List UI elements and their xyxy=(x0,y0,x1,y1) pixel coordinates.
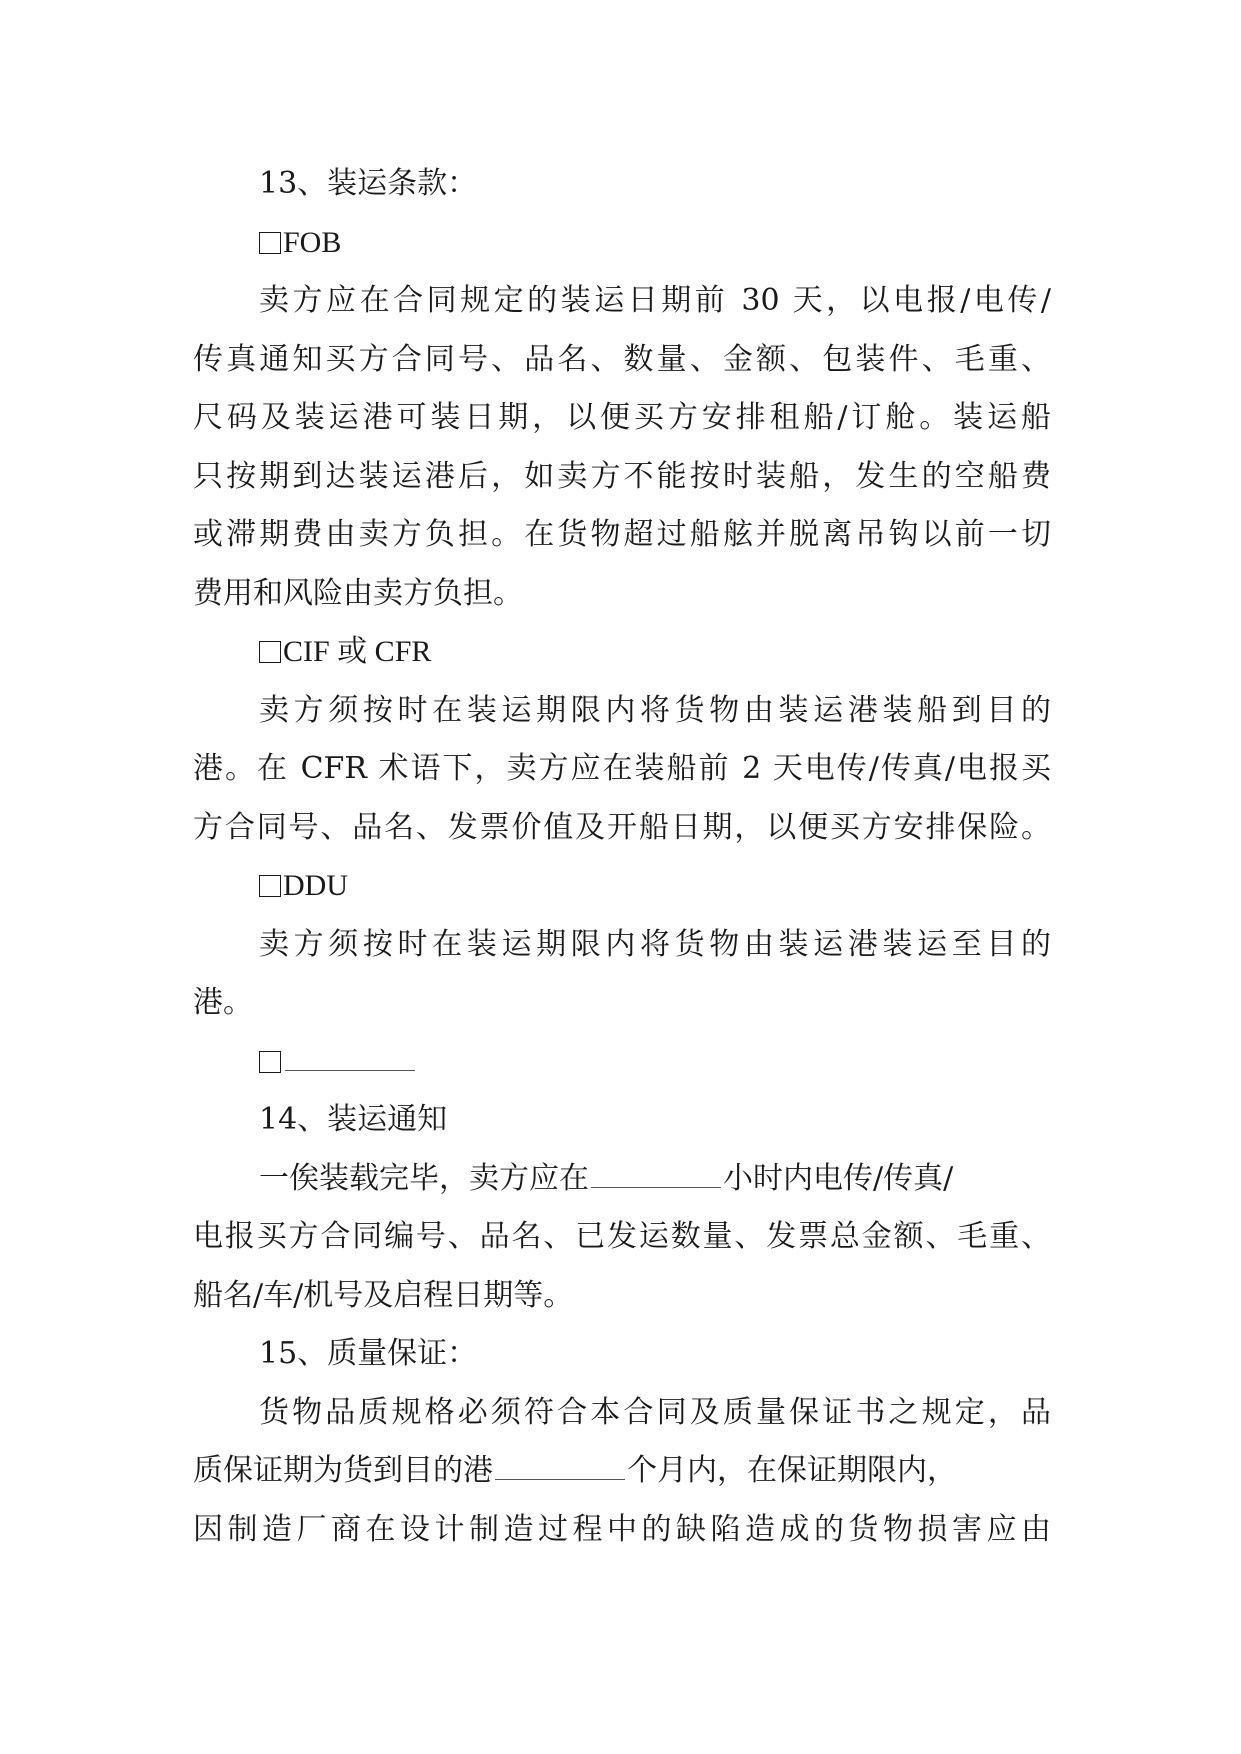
cif-checkbox[interactable] xyxy=(259,641,281,663)
fob-text-line-3: 尺码及装运港可装日期，以便买方安排租船/订舱。装运船 xyxy=(193,400,1051,435)
option-fob xyxy=(193,214,1051,273)
sec15-text-part-b: 个月内，在保证期限内， xyxy=(627,1453,957,1488)
section-15-title: 15、质量保证： xyxy=(259,1336,478,1371)
section-14-title: 14、装运通知 xyxy=(259,1102,448,1137)
option-ddu xyxy=(193,857,1051,916)
cif-label: CIF 或 CFR xyxy=(283,635,432,668)
ddu-label: DDU xyxy=(283,869,348,902)
cif-text-line-2: 港。在 CFR 术语下，卖方应在装船前 2 天电传/传真/电报买 xyxy=(193,751,1051,786)
other-blank-field[interactable] xyxy=(285,1044,415,1071)
fob-text-line-4: 只按期到达装运港后，如卖方不能按时装船，发生的空船费 xyxy=(193,458,1051,494)
other-checkbox[interactable] xyxy=(259,1051,281,1073)
sec14-text-line-2: 电报买方合同编号、品名、已发运数量、发票总金额、毛重、 xyxy=(193,1219,1051,1254)
ddu-text-line-2: 港。 xyxy=(193,985,253,1020)
sec15-text-part-a: 质保证期为货到目的港 xyxy=(193,1453,493,1488)
hours-blank-field[interactable] xyxy=(591,1161,721,1188)
fob-text-line-1: 卖方应在合同规定的装运日期前 30 天，以电报/电传/ xyxy=(259,283,1051,318)
cif-text-line-3: 方合同号、品名、发票价值及开船日期，以便买方安排保险。 xyxy=(193,809,1051,845)
fob-text-line-2: 传真通知买方合同号、品名、数量、金额、包装件、毛重、 xyxy=(193,341,1051,377)
fob-text-line-5: 或滞期费由卖方负担。在货物超过船舷并脱离吊钩以前一切 xyxy=(193,517,1051,552)
sec15-text-line-1: 货物品质规格必须符合本合同及质量保证书之规定，品 xyxy=(259,1394,1051,1430)
option-cif xyxy=(193,623,1051,682)
sec14-text-part-a: 一俟装载完毕，卖方应在 xyxy=(259,1160,589,1196)
document-body xyxy=(193,155,1051,1559)
ddu-checkbox[interactable] xyxy=(259,875,281,897)
fob-text-line-6: 费用和风险由卖方负担。 xyxy=(193,575,523,611)
sec14-text-line-1 xyxy=(193,1150,1051,1209)
ddu-text-line-1: 卖方须按时在装运期限内将货物由装运港装运至目的 xyxy=(259,926,1051,962)
cif-text-line-1: 卖方须按时在装运期限内将货物由装运港装船到目的 xyxy=(259,692,1051,728)
sec14-text-part-b: 小时内电传/传真/ xyxy=(723,1160,954,1196)
fob-checkbox[interactable] xyxy=(259,232,281,254)
sec15-text-line-3: 因制造厂商在设计制造过程中的缺陷造成的货物损害应由 xyxy=(193,1511,1051,1547)
sec15-text-line-2 xyxy=(193,1442,1051,1501)
fob-label: FOB xyxy=(283,225,342,259)
months-blank-field[interactable] xyxy=(495,1453,625,1480)
section-13-title: 13、装运条款： xyxy=(259,166,478,201)
sec14-text-line-3: 船名/车/机号及启程日期等。 xyxy=(193,1277,574,1313)
option-other xyxy=(193,1033,1051,1092)
